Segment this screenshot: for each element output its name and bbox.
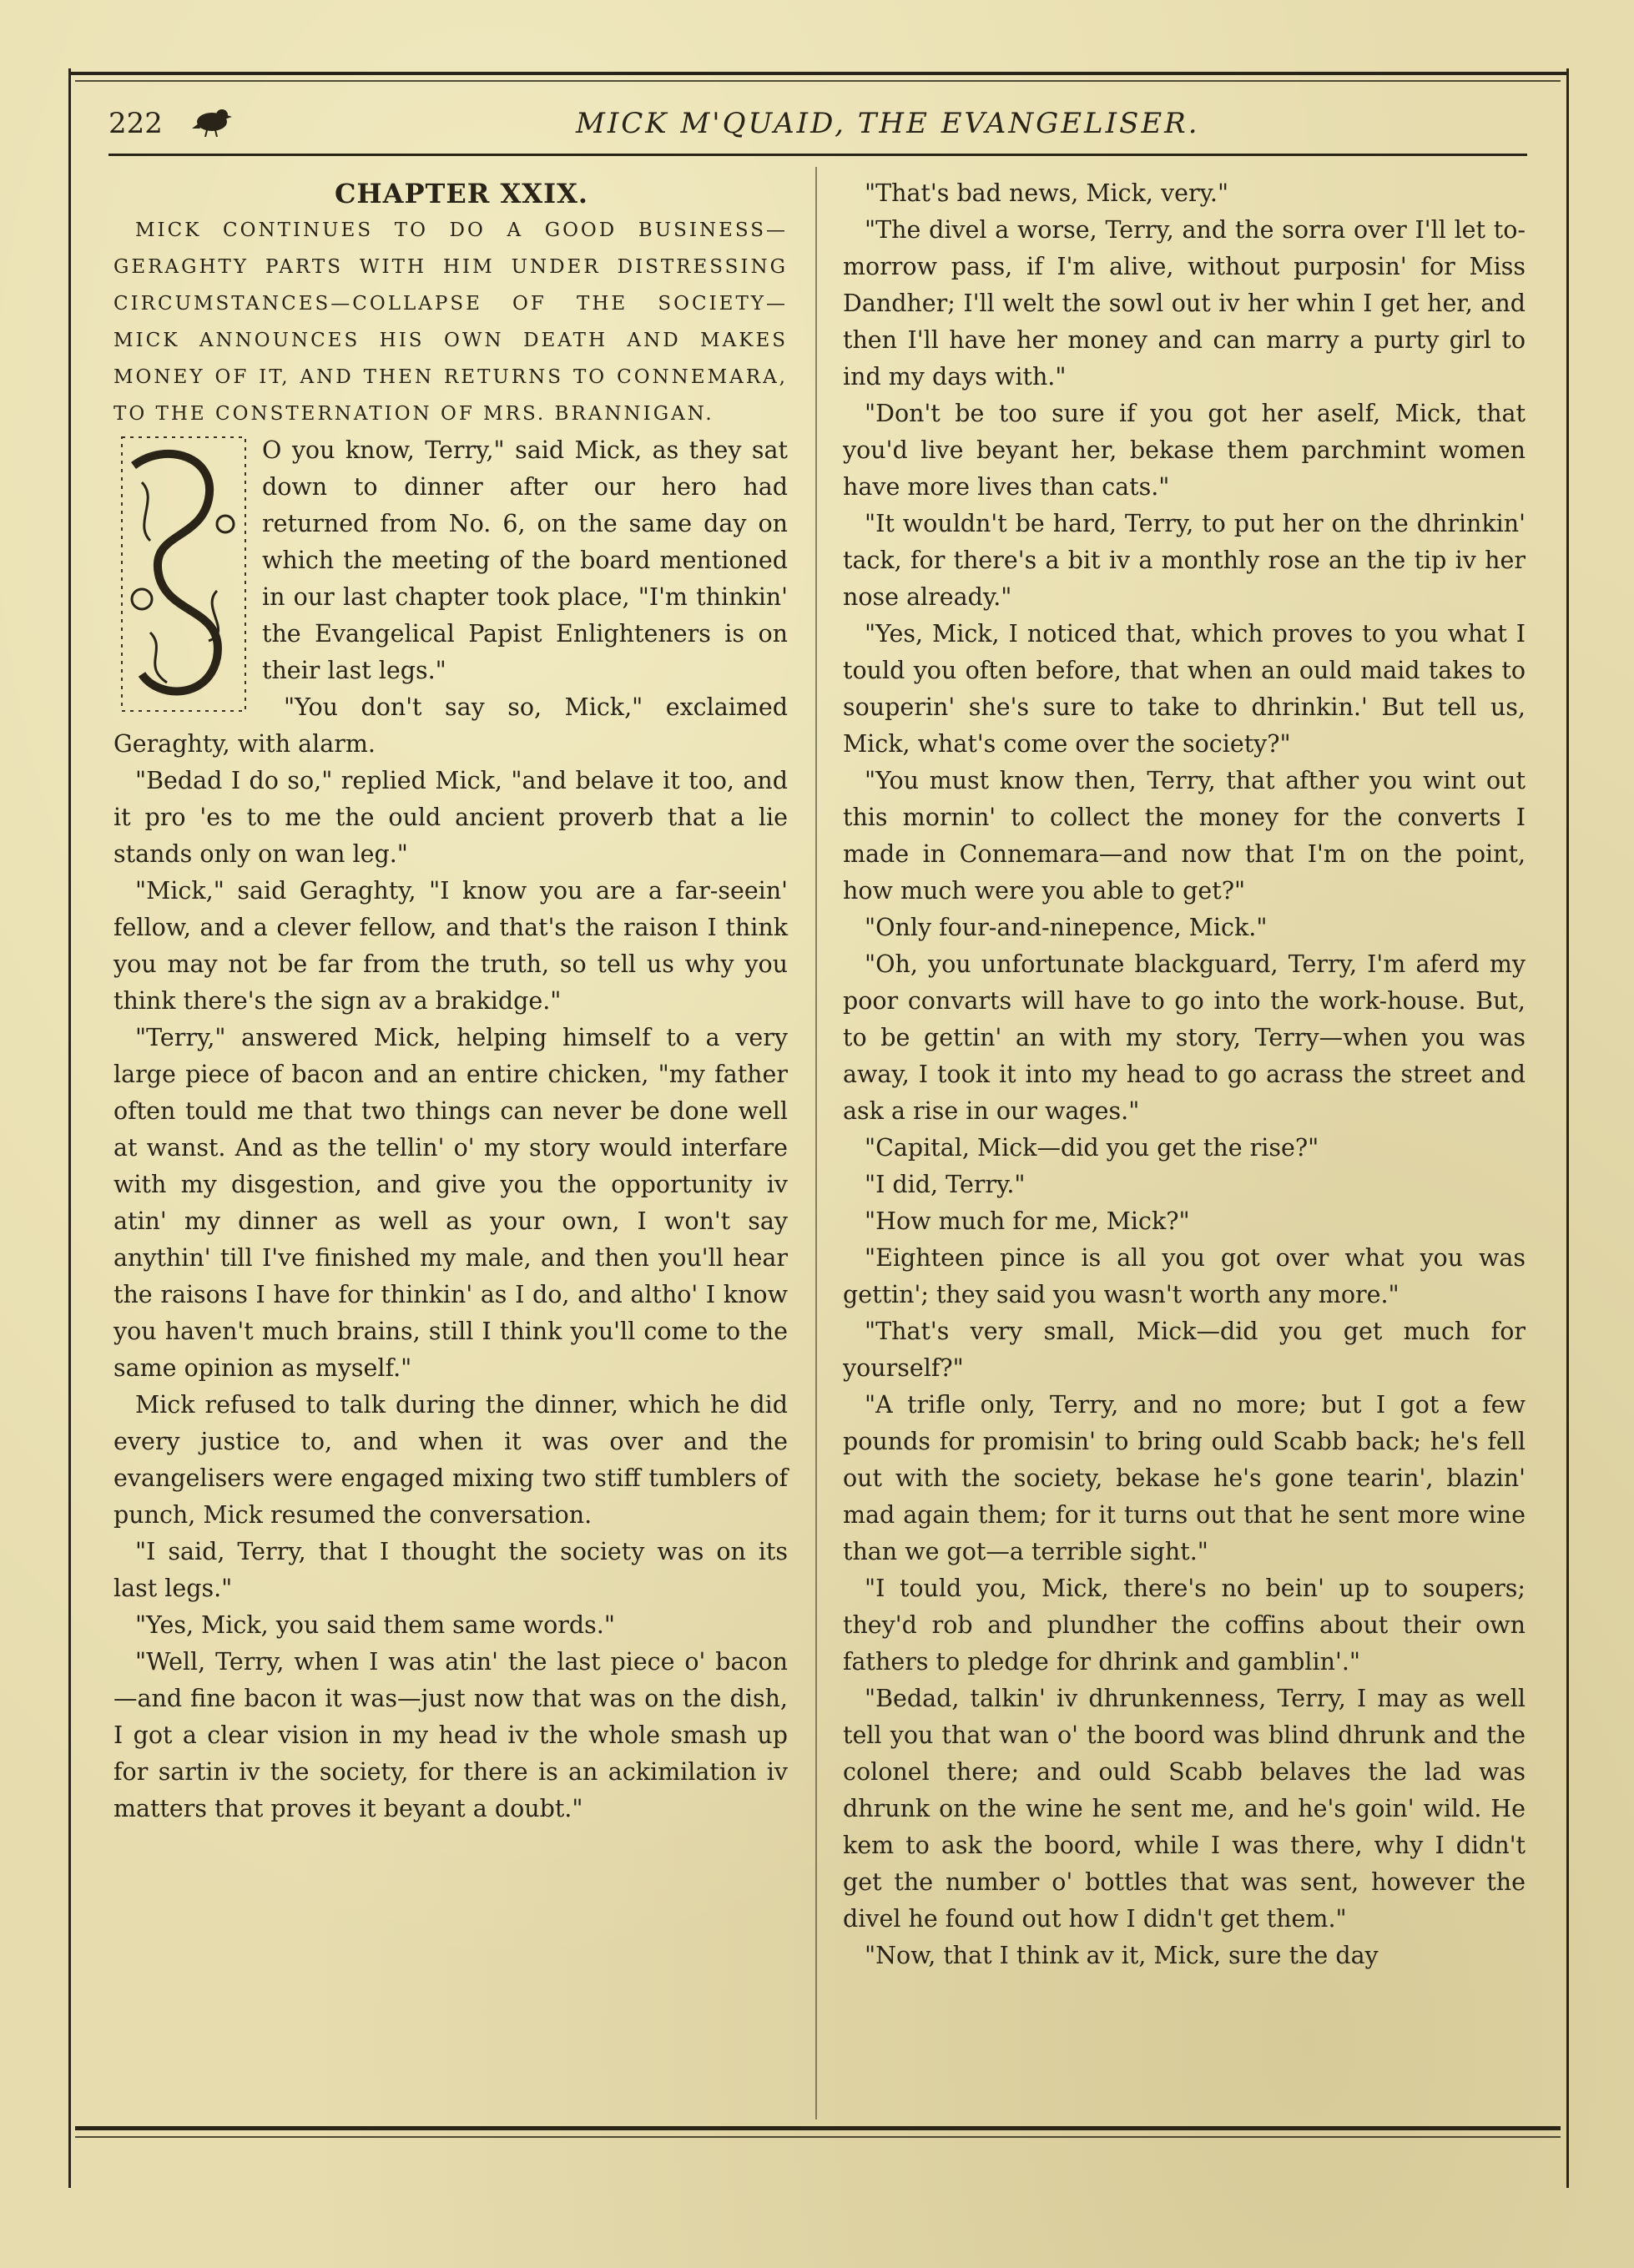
page-header [108,107,1527,157]
paragraph: "You must know then, Terry, that afther you wint out this mornin' to collect the money for the converts I made in Connemara—and now that I'm on the point, how much were you able to get?" [843,767,1526,905]
paragraph: "Don't be too sure if you got her aself, Mick, that you'd live beyant her, bekase them parchmint women have more lives than cats." [843,400,1526,501]
bottom-border-rule-thin [75,2136,1561,2138]
paragraph: "I tould you, Mick, there's no bein' up to soupers; they'd rob and plundher the coffins about their own fathers to pledge for dhrink and gamblin'." [843,1575,1526,1676]
column-divider [815,167,817,2119]
right-body [843,175,1526,1974]
paragraph: "Capital, Mick—did you get the rise?" [865,1134,1319,1162]
opening-paragraph: O you know, Terry," said Mick, as they sat down to dinner after our hero had returned from No. 6, on the same day on which the meeting of the board mentioned in our last chapter took place, "I'm thinkin' the Evangelical Papist Enlighteners is on their last legs." [262,436,788,684]
paragraph: "Yes, Mick, you said them same words." [135,1611,615,1639]
page-number: 222 [108,107,163,140]
paragraph: "Only four-and-ninepence, Mick." [865,914,1268,941]
paragraph: "I said, Terry, that I thought the society was on its last legs." [113,1538,788,1602]
paragraph: "Well, Terry, when I was atin' the last piece o' bacon—and fine bacon it was—just now that was on the dish, I got a clear vision in my head iv the whole smash up for sartin iv the society, for there is an ackimilation iv matters that proves it beyant a doubt." [113,1648,788,1822]
header-rule [108,154,1527,156]
paragraph: "It wouldn't be hard, Terry, to put her on the dhrinkin' tack, for there's a bit iv a monthly rose an the tip iv her nose already." [843,510,1526,611]
paragraph: "I did, Terry." [865,1171,1026,1198]
right-column [843,175,1526,1974]
paragraph: "Oh, you unfortunate blackguard, Terry, I'm aferd my poor convarts will have to go into the work-house. But, to be gettin' an with my story, Terry—when you was away, I took it into my head to go acrass the street and ask a rise in our wages." [843,950,1526,1125]
running-title: MICK M'QUAID, THE EVANGELISER. [576,107,1200,140]
paragraph: "Terry," answered Mick, helping himself to a very large piece of bacon and an entire chicken, "my father often tould me that two things can never be done well at wanst. And as the tellin' o' my story would interfare with my disgestion, and give you the opportunity iv atin' my dinner as well as your own, I won't say anythin' till I've finished my male, and then you'll hear the raisons I have for thinkin' as I do, and altho' I know you haven't much brains, still I think you'll come to the same opinion as myself." [113,1024,788,1382]
bottom-border-rule [75,2126,1561,2130]
paragraph: "How much for me, Mick?" [865,1207,1190,1235]
paragraph: "That's bad news, Mick, very." [865,179,1229,207]
bird-ornament-icon [192,103,232,137]
drop-cap-ornament-icon [117,432,250,716]
paragraph: "Yes, Mick, I noticed that, which proves to you what I tould you often before, that when an ould maid takes to souperin' she's sure to take to dhrinkin.' But tell us, Mick, what's come over the society?" [843,620,1526,758]
drop-cap [117,432,250,716]
paragraph: "Mick," said Geraghty, "I know you are a far-seein' fellow, and a clever fellow, and that's the raison I think you may not be far from the truth, so tell us why you think there's the sign av a brakidge." [113,877,788,1015]
paragraph: "Now, that I think av it, Mick, sure the day [865,1942,1379,1969]
chapter-title: CHAPTER XXIX. [334,178,589,209]
left-column [113,175,788,1827]
paragraph: "Eighteen pince is all you got over what you was gettin'; they said you wasn't worth any more." [843,1244,1526,1308]
paragraph: Mick refused to talk during the dinner, which he did every justice to, and when it was over and the evangelisers were engaged mixing two stiff tumblers of punch, Mick resumed the conversation. [113,1391,788,1529]
paragraph: "You don't say so, Mick," exclaimed Geraghty, with alarm. [113,693,788,758]
left-body [113,689,788,1827]
chapter-summary: MICK CONTINUES TO DO A GOOD BUSINESS—GERAGHTY PARTS WITH HIM UNDER DISTRESSING CIRCUMSTANCES—COLLAPSE OF THE SOCIETY—MICK ANNOUNCES HIS OWN DEATH AND MAKES MONEY OF IT, AND THEN RETURNS TO CONNEMARA, TO THE CONSTERNATION OF MRS. BRANNIGAN. [113,219,788,425]
paragraph: "The divel a worse, Terry, and the sorra over I'll let to-morrow pass, if I'm alive, without purposin' for Miss Dandher; I'll welt the sowl out iv her whin I get her, and then I'll have her money and can marry a purty girl to ind my days with." [843,216,1526,391]
paragraph: "A trifle only, Terry, and no more; but I got a few pounds for promisin' to bring ould Scabb back; he's fell out with the society, bekase he's gone tearin', blazin' mad again them; for it turns out that he sent more wine than we got—a terrible sight." [843,1391,1526,1565]
paragraph: "That's very small, Mick—did you get much for yourself?" [843,1318,1526,1382]
paragraph: "Bedad I do so," replied Mick, "and belave it too, and it pro 'es to me the ould ancient proverb that a lie stands only on wan leg." [113,767,788,868]
paragraph: "Bedad, talkin' iv dhrunkenness, Terry, I may as well tell you that wan o' the boord was blind dhrunk and the colonel there; and ould Scabb belaves the lad was dhrunk on the wine he sent me, and he's goin' wild. He kem to ask the boord, while I was there, why I didn't get the number o' bottles that was sent, however the divel he found out how I didn't get them." [843,1685,1526,1933]
